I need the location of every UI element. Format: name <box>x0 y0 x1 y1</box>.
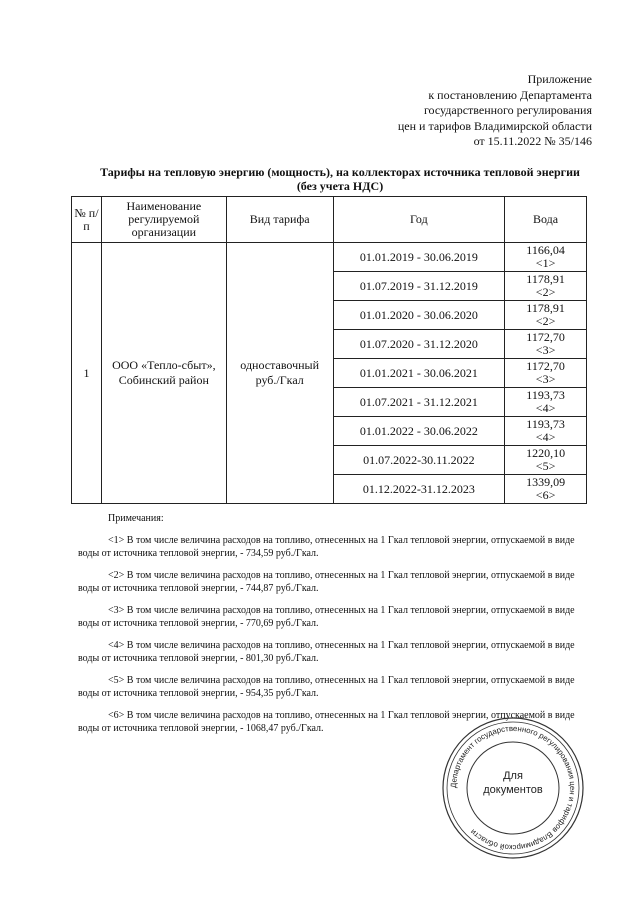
note-item: <4> В том числе величина расходов на топливо, отнесенных на 1 Гкал тепловой энергии, отпускаемой в виде воды от источника тепловой энергии, - 801,30 руб./Гкал. <box>78 640 575 664</box>
tariff-value: 1178,91 <box>526 301 565 315</box>
value-cell <box>505 359 587 388</box>
period-cell: 01.01.2021 - 30.06.2021 <box>333 359 505 388</box>
note-item: <5> В том числе величина расходов на топливо, отнесенных на 1 Гкал тепловой энергии, отпускаемой в виде воды от источника тепловой энергии, - 954,35 руб./Гкал. <box>78 675 575 699</box>
document-title <box>60 165 620 193</box>
header-water: Вода <box>505 197 587 243</box>
note-reference: <4> <box>535 401 556 415</box>
period-cell: 01.07.2019 - 31.12.2019 <box>333 272 505 301</box>
value-cell <box>505 475 587 504</box>
tariff-value: 1172,70 <box>526 330 565 344</box>
table-header-row <box>72 197 587 243</box>
tariff-value: 1178,91 <box>526 272 565 286</box>
note-reference: <2> <box>535 314 556 328</box>
header-organization: Наименование регулируемой организации <box>101 197 226 243</box>
note-reference: <2> <box>535 285 556 299</box>
stamp-center-line-2: документов <box>483 784 543 796</box>
tariff-value: 1172,70 <box>526 359 565 373</box>
header-year: Год <box>333 197 505 243</box>
stamp-center-line-1: Для <box>503 770 523 782</box>
value-cell <box>505 301 587 330</box>
tariff-value: 1339,09 <box>526 475 566 489</box>
stamp-center-text <box>440 769 586 797</box>
tariff-value: 1193,73 <box>526 417 565 431</box>
title-line-1: Тарифы на тепловую энергию (мощность), на коллекторах источника тепловой энергии <box>100 165 580 179</box>
value-cell <box>505 243 587 272</box>
value-cell <box>505 446 587 475</box>
official-stamp <box>440 715 586 861</box>
tariff-value: 1220,10 <box>526 446 566 460</box>
appendix-line: цен и тарифов Владимирской области <box>397 118 592 133</box>
note-reference: <5> <box>535 459 556 473</box>
title-line-2: (без учета НДС) <box>296 179 384 193</box>
note-reference: <1> <box>535 256 556 270</box>
period-cell: 01.07.2021 - 31.12.2021 <box>333 388 505 417</box>
tariff-value: 1193,73 <box>526 388 565 402</box>
appendix-line: Приложение <box>527 72 592 86</box>
period-cell: 01.01.2022 - 30.06.2022 <box>333 417 505 446</box>
table-row <box>72 243 587 272</box>
row-number: 1 <box>72 243 102 504</box>
note-item: <1> В том числе величина расходов на топливо, отнесенных на 1 Гкал тепловой энергии, отпускаемой в виде воды от источника тепловой энергии, - 734,59 руб./Гкал. <box>78 535 575 559</box>
appendix-line: государственного регулирования <box>423 103 592 117</box>
note-item: <2> В том числе величина расходов на топливо, отнесенных на 1 Гкал тепловой энергии, отпускаемой в виде воды от источника тепловой энергии, - 744,87 руб./Гкал. <box>78 570 575 594</box>
note-reference: <4> <box>535 430 556 444</box>
appendix-line: к постановлению Департамента <box>428 87 592 102</box>
note-reference: <3> <box>535 372 556 386</box>
organization-name: ООО «Тепло-сбыт», Собинский район <box>101 243 226 504</box>
value-cell <box>505 272 587 301</box>
notes-title: Примечания: <box>108 513 164 524</box>
appendix-header <box>398 72 592 150</box>
period-cell: 01.01.2020 - 30.06.2020 <box>333 301 505 330</box>
period-cell: 01.07.2020 - 31.12.2020 <box>333 330 505 359</box>
period-cell: 01.01.2019 - 30.06.2019 <box>333 243 505 272</box>
value-cell <box>505 388 587 417</box>
tariff-value: 1166,04 <box>526 243 565 257</box>
header-num: № п/п <box>72 197 102 243</box>
note-reference: <6> <box>535 488 556 502</box>
tariff-type: одноставочный руб./Гкал <box>226 243 333 504</box>
notes-section <box>78 512 590 744</box>
period-cell: 01.07.2022-30.11.2022 <box>333 446 505 475</box>
tariff-table <box>71 196 587 504</box>
value-cell <box>505 417 587 446</box>
appendix-line: от 15.11.2022 № 35/146 <box>473 134 592 148</box>
period-cell: 01.12.2022-31.12.2023 <box>333 475 505 504</box>
note-item: <3> В том числе величина расходов на топливо, отнесенных на 1 Гкал тепловой энергии, отпускаемой в виде воды от источника тепловой энергии, - 770,69 руб./Гкал. <box>78 605 575 629</box>
stamp-ring-textpath: Департамент государственного регулирования цен и тарифов Владимирской области <box>448 723 578 853</box>
header-tariff-type: Вид тарифа <box>226 197 333 243</box>
note-reference: <3> <box>535 343 556 357</box>
value-cell <box>505 330 587 359</box>
note-item: <6> В том числе величина расходов на топливо, отнесенных на 1 Гкал тепловой энергии, отпускаемой в виде воды от источника тепловой энергии, - 1068,47 руб./Гкал. <box>78 710 575 734</box>
